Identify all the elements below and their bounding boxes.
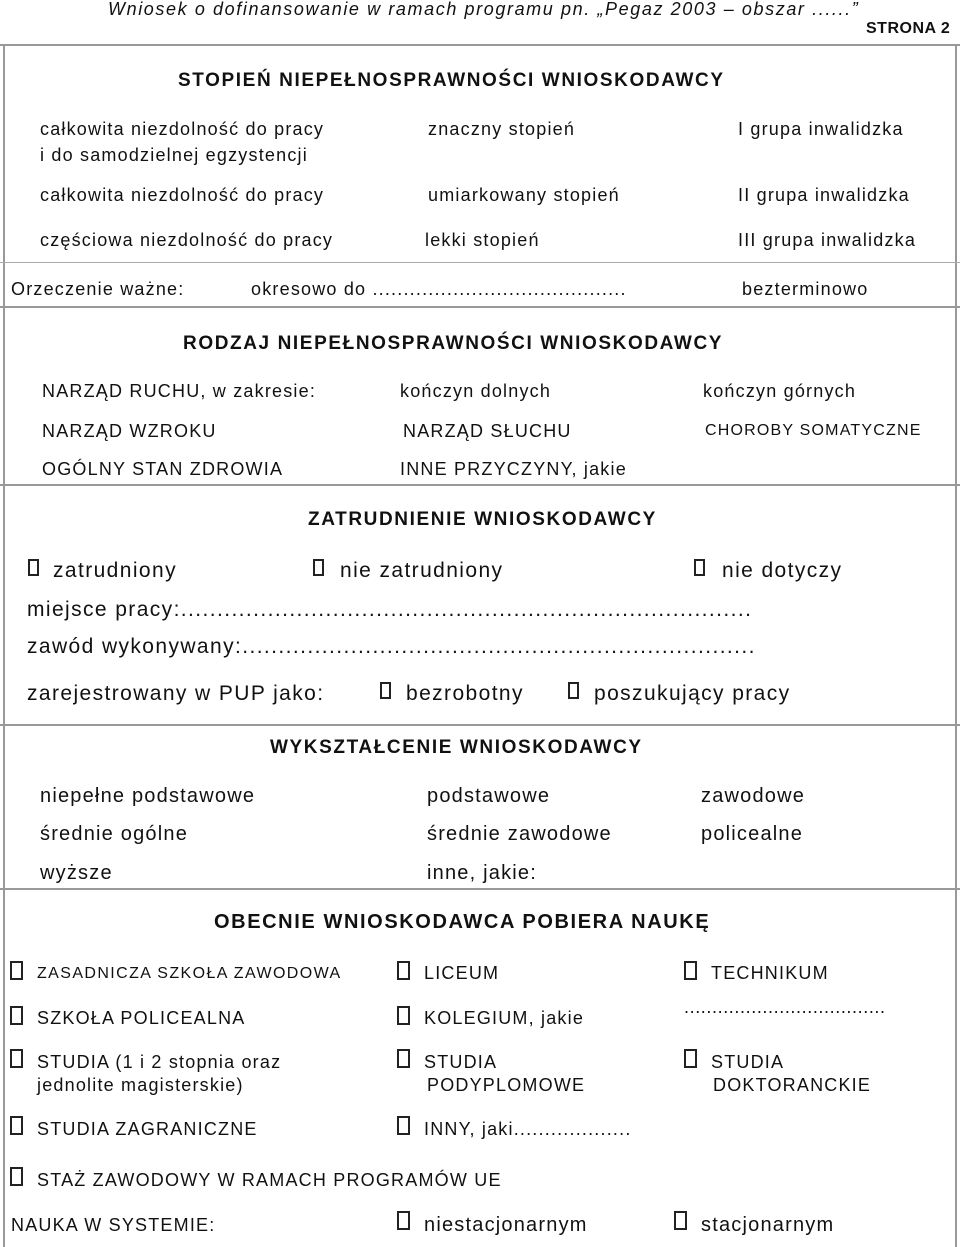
section-heading-disability-type: RODZAJ NIEPEŁNOSPRAWNOŚCI WNIOSKODAWCY <box>183 333 724 354</box>
studies-label-cont: jednolite magisterskie) <box>37 1075 244 1095</box>
section-heading-studying: OBECNIE WNIOSKODAWCA POBIERA NAUKĘ <box>214 911 711 933</box>
frame-left <box>3 888 5 1247</box>
postgrad-studies-checkbox[interactable] <box>397 1049 410 1068</box>
unemployed-checkbox[interactable] <box>313 559 324 576</box>
degree-row1-col1-cont: i do samodzielnej egzystencji <box>40 145 308 165</box>
degree-mild[interactable]: lekki stopień <box>425 230 540 250</box>
divider <box>0 44 960 46</box>
divider <box>0 484 960 486</box>
studies-abroad-checkbox[interactable] <box>10 1116 23 1135</box>
lower-limbs[interactable]: kończyn dolnych <box>400 381 552 401</box>
general-health[interactable]: OGÓLNY STAN ZDROWIA <box>42 459 284 479</box>
job-seeker-checkbox[interactable] <box>568 682 579 699</box>
edu-primary[interactable]: podstawowe <box>427 785 551 807</box>
workplace-field[interactable]: miejsce pracy:............................................................................... <box>27 598 753 621</box>
job-seeker-label: poszukujący pracy <box>594 682 791 705</box>
divider <box>0 262 960 263</box>
document-title: Wniosek o dofinansowanie w ramach programu pn. „Pegaz 2003 – obszar ......” <box>108 0 860 19</box>
employed-checkbox[interactable] <box>28 559 39 576</box>
divider <box>0 724 960 726</box>
edu-vocational-secondary[interactable]: średnie zawodowe <box>427 823 612 845</box>
section-heading-employment: ZATRUDNIENIE WNIOSKODAWCY <box>308 509 657 530</box>
postgrad-studies-label-cont: PODYPLOMOWE <box>427 1075 586 1095</box>
doctoral-studies-label: STUDIA <box>711 1052 785 1072</box>
postgrad-studies-label: STUDIA <box>424 1052 498 1072</box>
frame-right <box>955 888 957 1247</box>
degree-significant[interactable]: znaczny stopień <box>428 119 576 139</box>
occupation-field[interactable]: zawód wykonywany:....................................................................... <box>27 635 756 658</box>
group-1-disability[interactable]: I grupa inwalidzka <box>738 119 904 139</box>
vision-organ[interactable]: NARZĄD WZROKU <box>42 421 217 441</box>
page-number: STRONA 2 <box>866 20 951 37</box>
part-time-checkbox[interactable] <box>397 1211 410 1230</box>
full-time-label: stacjonarnym <box>701 1214 835 1236</box>
technical-school-label: TECHNIKUM <box>711 963 829 983</box>
doctoral-studies-checkbox[interactable] <box>684 1049 697 1068</box>
frame-right <box>955 306 957 484</box>
edu-other[interactable]: inne, jakie: <box>427 862 538 884</box>
edu-vocational[interactable]: zawodowe <box>701 785 806 807</box>
divider <box>0 888 960 890</box>
somatic-diseases[interactable]: CHOROBY SOMATYCZNE <box>705 422 922 439</box>
internship-label: STAŻ ZAWODOWY W RAMACH PROGRAMÓW UE <box>37 1170 502 1190</box>
technical-school-checkbox[interactable] <box>684 961 697 980</box>
edu-post-secondary[interactable]: policealne <box>701 823 804 845</box>
frame-left <box>3 484 5 724</box>
high-school-label: LICEUM <box>424 963 500 983</box>
other-school-checkbox[interactable] <box>397 1116 410 1135</box>
basic-vocational-checkbox[interactable] <box>10 961 23 980</box>
validity-indefinite[interactable]: bezterminowo <box>742 279 869 299</box>
section-heading-education: WYKSZTAŁCENIE WNIOSKODAWCY <box>270 737 643 758</box>
group-2-disability[interactable]: II grupa inwalidzka <box>738 185 910 205</box>
post-secondary-school-label: SZKOŁA POLICEALNA <box>37 1008 246 1028</box>
technical-school-dots[interactable]: .................................... <box>684 997 886 1017</box>
full-time-checkbox[interactable] <box>674 1211 687 1230</box>
motor-organ: NARZĄD RUCHU, w zakresie: <box>42 381 317 401</box>
group-3-disability[interactable]: III grupa inwalidzka <box>738 230 917 250</box>
validity-periodic[interactable]: okresowo do ......................................... <box>251 279 627 299</box>
study-system-label: NAUKA W SYSTEMIE: <box>11 1215 216 1235</box>
section-heading-disability-degree: STOPIEŃ NIEPEŁNOSPRAWNOŚCI WNIOSKODAWCY <box>178 70 725 91</box>
edu-general-secondary[interactable]: średnie ogólne <box>40 823 189 845</box>
part-time-label: niestacjonarnym <box>424 1214 588 1236</box>
studies-abroad-label: STUDIA ZAGRANICZNE <box>37 1119 258 1139</box>
basic-vocational-label: ZASADNICZA SZKOŁA ZAWODOWA <box>37 965 342 982</box>
validity-label: Orzeczenie ważne: <box>11 279 185 299</box>
frame-left <box>3 44 5 306</box>
not-applicable-checkbox[interactable] <box>694 559 705 576</box>
other-causes[interactable]: INNE PRZYCZYNY, jakie <box>400 459 627 479</box>
degree-moderate[interactable]: umiarkowany stopień <box>428 185 620 205</box>
internship-checkbox[interactable] <box>10 1167 23 1186</box>
edu-higher[interactable]: wyższe <box>40 862 113 884</box>
frame-right <box>955 724 957 888</box>
jobless-label: bezrobotny <box>406 682 524 705</box>
frame-left <box>3 724 5 888</box>
other-school-label: INNY, jaki................... <box>424 1119 632 1139</box>
studies-label: STUDIA (1 i 2 stopnia oraz <box>37 1052 282 1072</box>
employed-label: zatrudniony <box>53 559 177 582</box>
unemployed-label: nie zatrudniony <box>340 559 504 582</box>
frame-right <box>955 44 957 306</box>
pup-registration-label: zarejestrowany w PUP jako: <box>27 682 325 705</box>
college-checkbox[interactable] <box>397 1006 410 1025</box>
studies-checkbox[interactable] <box>10 1049 23 1068</box>
doctoral-studies-label-cont: DOKTORANCKIE <box>713 1075 872 1095</box>
degree-row1-col1[interactable]: całkowita niezdolność do pracy <box>40 119 325 139</box>
high-school-checkbox[interactable] <box>397 961 410 980</box>
not-applicable-label: nie dotyczy <box>722 559 843 582</box>
degree-row2-col1[interactable]: całkowita niezdolność do pracy <box>40 185 325 205</box>
upper-limbs[interactable]: kończyn górnych <box>703 381 857 401</box>
college-label: KOLEGIUM, jakie <box>424 1008 585 1028</box>
divider <box>0 306 960 308</box>
frame-right <box>955 484 957 724</box>
frame-left <box>3 306 5 484</box>
edu-incomplete-primary[interactable]: niepełne podstawowe <box>40 785 256 807</box>
degree-row3-col1[interactable]: częściowa niezdolność do pracy <box>40 230 334 250</box>
jobless-checkbox[interactable] <box>380 682 391 699</box>
hearing-organ[interactable]: NARZĄD SŁUCHU <box>403 421 572 441</box>
post-secondary-school-checkbox[interactable] <box>10 1006 23 1025</box>
